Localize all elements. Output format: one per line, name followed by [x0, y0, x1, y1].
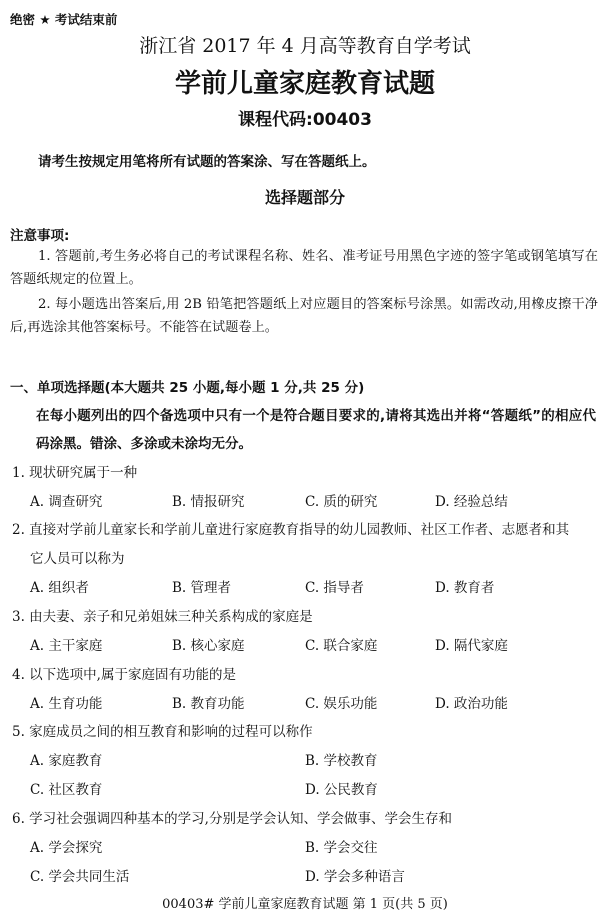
question-6-option-d: D. 学会多种语言: [305, 869, 405, 885]
question-2-option-a: A. 组织者: [30, 580, 89, 596]
question-4-option-c: C. 娱乐功能: [305, 696, 378, 712]
question-2-option-b: B. 管理者: [172, 580, 232, 596]
question-5-option-b: B. 学校教育: [305, 753, 378, 769]
question-5-option-c: C. 社区教育: [30, 782, 103, 798]
question-1-option-b: B. 情报研究: [172, 494, 245, 510]
question-2-option-d: D. 教育者: [435, 580, 495, 596]
course-code: 课程代码:00403: [238, 110, 372, 130]
question-6-option-b: B. 学会交往: [305, 840, 378, 856]
question-5-option-d: D. 公民教育: [305, 782, 378, 798]
question-6-option-c: C. 学会共同生活: [30, 869, 130, 885]
question-2: 2. 直接对学前儿童家长和学前儿童进行家庭教育指导的幼儿园教师、社区工作者、志愿者和其: [12, 522, 570, 538]
question-6: 6. 学习社会强调四种基本的学习,分别是学会认知、学会做事、学会生存和: [12, 811, 452, 827]
note-item-1: [10, 245, 598, 291]
question-1-option-c: C. 质的研究: [305, 494, 378, 510]
question-3-option-a: A. 主干家庭: [30, 638, 103, 654]
question-6-option-a: A. 学会探究: [30, 840, 103, 856]
question-1-option-d: D. 经验总结: [435, 494, 508, 510]
question-1: 1. 现状研究属于一种: [12, 465, 138, 481]
notes-title: 注意事项:: [10, 228, 70, 244]
question-4-option-a: A. 生育功能: [30, 696, 103, 712]
page-footer: 00403# 学前儿童家庭教育试题 第 1 页(共 5 页): [162, 897, 448, 912]
question-3-option-d: D. 隔代家庭: [435, 638, 508, 654]
question-4-option-b: B. 教育功能: [172, 696, 245, 712]
question-3-option-c: C. 联合家庭: [305, 638, 378, 654]
question-4-option-d: D. 政治功能: [435, 696, 508, 712]
note-item-1-text: 1. 答题前,考生务必将自己的考试课程名称、姓名、准考证号用黑色字迹的签字笔或钢笔填写在答题纸规定的位置上。: [10, 249, 598, 287]
section-heading: 一、单项选择题(本大题共 25 小题,每小题 1 分,共 25 分): [10, 380, 365, 396]
note-item-2: [10, 293, 598, 339]
question-3-option-b: B. 核心家庭: [172, 638, 245, 654]
question-2-continued: 它人员可以称为: [30, 551, 125, 567]
question-4: 4. 以下选项中,属于家庭固有功能的是: [12, 667, 236, 683]
part-title: 选择题部分: [264, 188, 345, 207]
confidential-label: 绝密 ★ 考试结束前: [10, 12, 118, 27]
section-description: 在每小题列出的四个备选项中只有一个是符合题目要求的,请将其选出并将“答题纸”的相应代码涂黑。错涂、多涂或未涂均无分。: [36, 408, 596, 452]
subject-title: 学前儿童家庭教育试题: [174, 69, 435, 99]
answer-instruction: 请考生按规定用笔将所有试题的答案涂、写在答题纸上。: [38, 154, 376, 170]
question-2-option-c: C. 指导者: [305, 580, 364, 596]
question-3: 3. 由夫妻、亲子和兄弟姐妹三种关系构成的家庭是: [12, 609, 313, 625]
question-5: 5. 家庭成员之间的相互教育和影响的过程可以称作: [12, 724, 313, 740]
question-5-option-a: A. 家庭教育: [30, 753, 103, 769]
question-1-option-a: A. 调查研究: [30, 494, 103, 510]
exam-title: 浙江省 2017 年 4 月高等教育自学考试: [139, 35, 471, 57]
note-item-2-text: 2. 每小题选出答案后,用 2B 铅笔把答题纸上对应题目的答案标号涂黑。如需改动,用橡皮擦干净后,再选涂其他答案标号。不能答在试题卷上。: [10, 297, 598, 335]
